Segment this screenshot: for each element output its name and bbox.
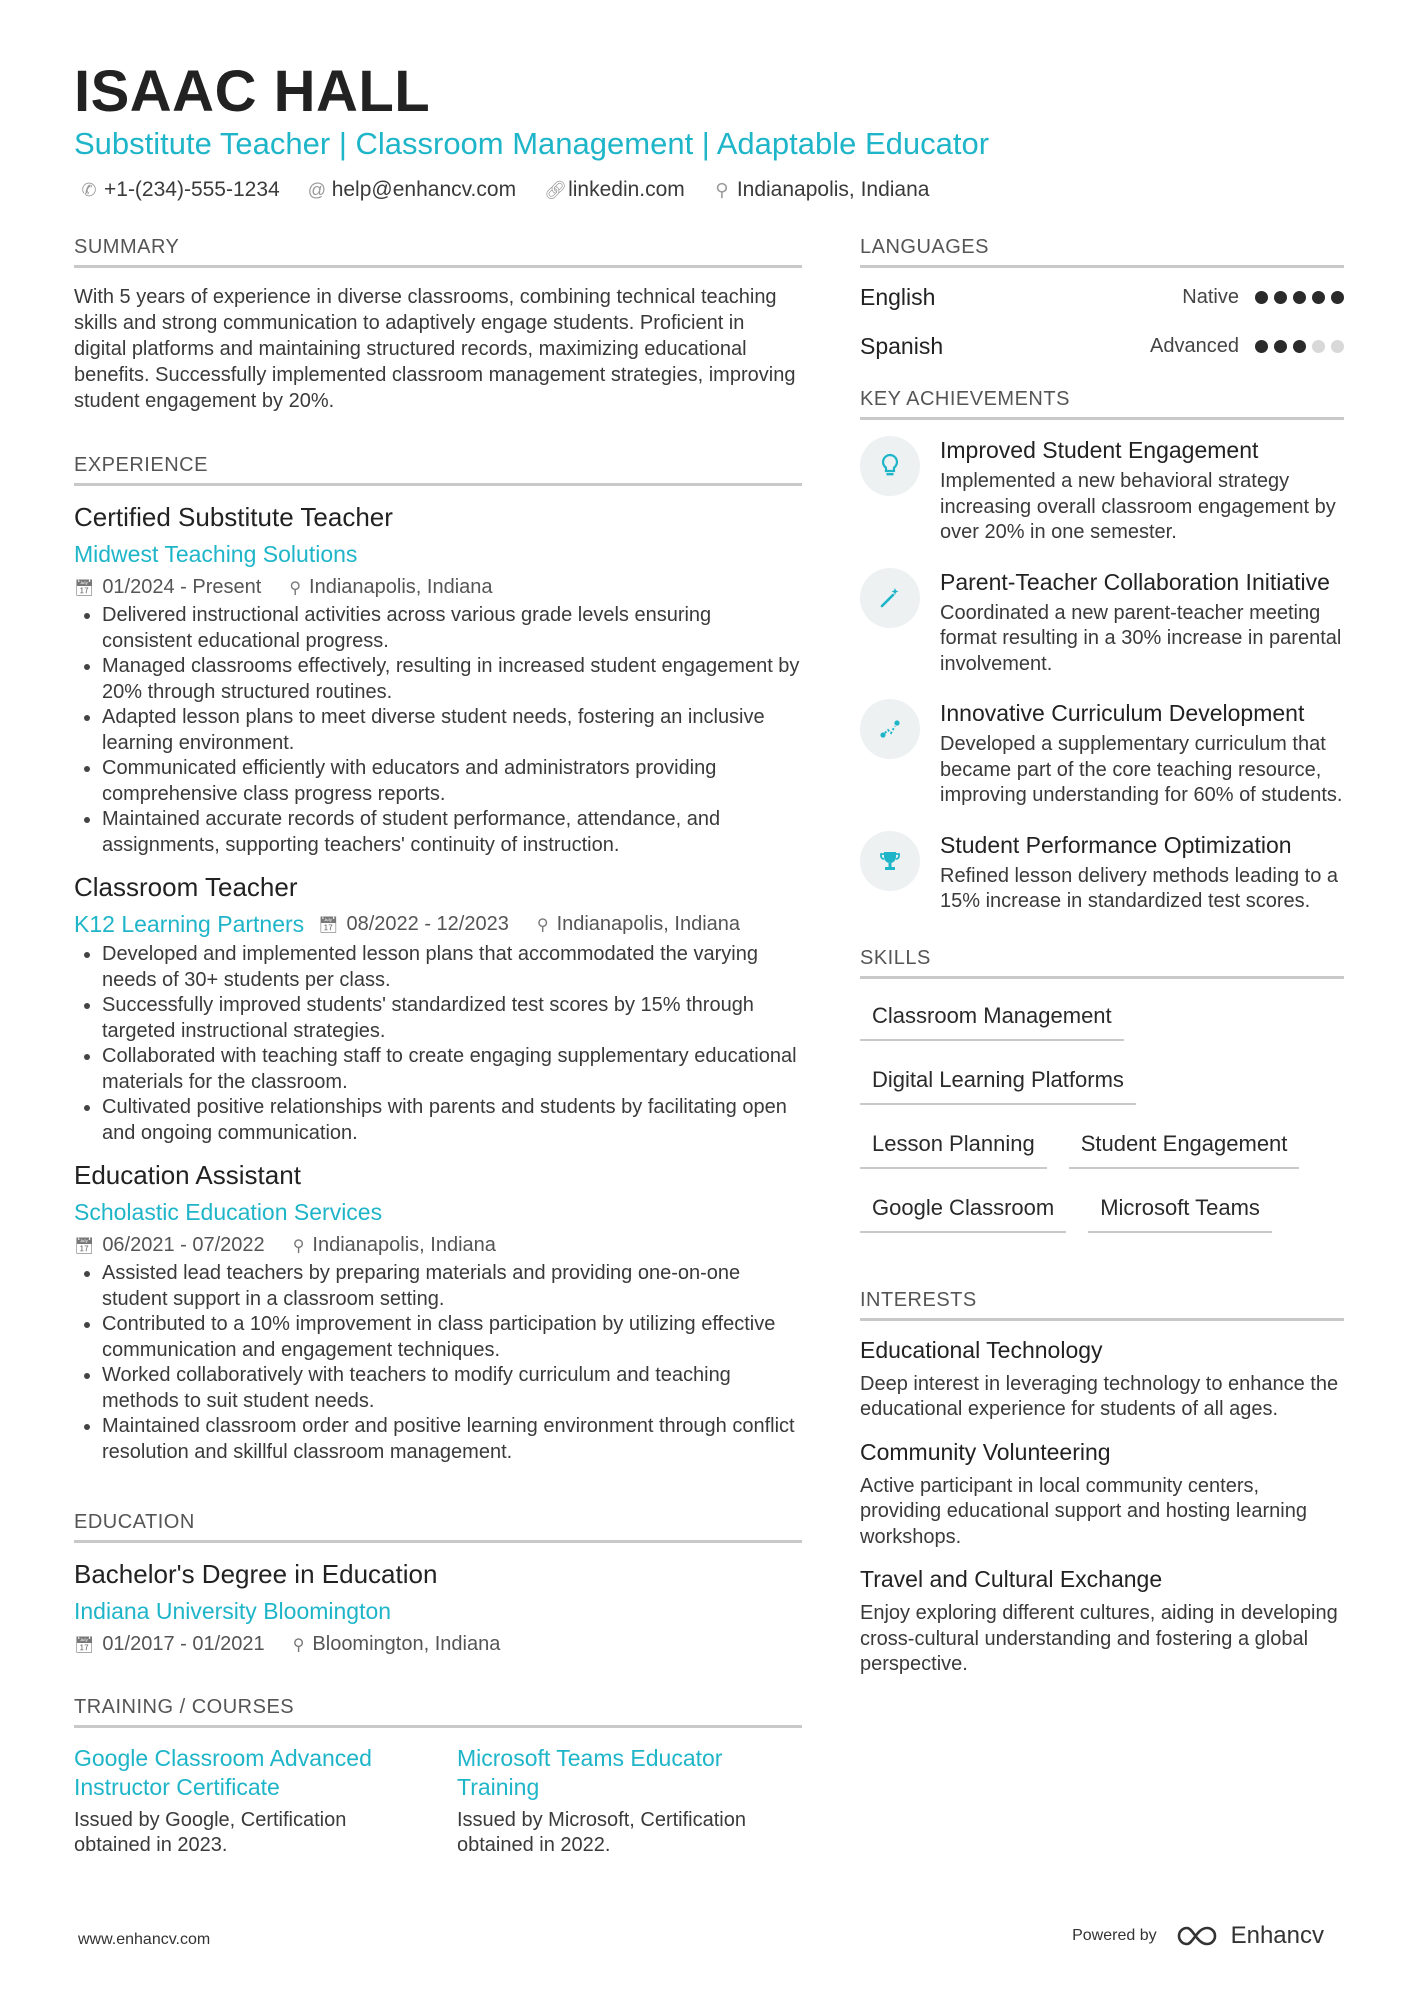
- education-title: EDUCATION: [74, 1511, 802, 1543]
- list-item: • Successfully improved students' standardized test scores by 15% through targeted instructional strategies.: [102, 993, 802, 1044]
- course-title: Microsoft Teams Educator Training: [457, 1745, 723, 1800]
- experience-title: EXPERIENCE: [74, 454, 802, 486]
- interest-title: Educational Technology: [860, 1336, 1103, 1363]
- list-item: • Assisted lead teachers by preparing materials and providing one-on-one student support in a classroom setting.: [102, 1261, 802, 1312]
- rating-dot-empty: [1312, 340, 1325, 353]
- languages-title: LANGUAGES: [860, 236, 1344, 268]
- achievement-desc: Refined lesson delivery methods leading to a 15% increase in standardized test scores.: [940, 864, 1339, 912]
- languages-section: [860, 236, 1344, 360]
- interest-item: [860, 1337, 1344, 1423]
- achievement-item: [860, 436, 1344, 546]
- phone-text: +1-(234)-555-1234: [104, 178, 280, 201]
- achievement-title: Student Performance Optimization: [940, 831, 1292, 858]
- language-proficiency: [1182, 286, 1344, 309]
- skill-tag: Classroom Management: [860, 995, 1124, 1041]
- interest-title: Travel and Cultural Exchange: [860, 1566, 1163, 1592]
- course-item: [74, 1744, 419, 1858]
- job-meta: [74, 576, 802, 599]
- skill-tag: Microsoft Teams: [1088, 1187, 1272, 1233]
- education-dates-text: 01/2017 - 01/2021: [102, 1633, 265, 1655]
- achievement-desc: Developed a supplementary curriculum that became part of the core teaching resource, improving understanding for 60% of students.: [940, 733, 1343, 806]
- rating-dot-filled: [1255, 340, 1268, 353]
- job-dates: [74, 576, 261, 599]
- brand-logo[interactable]: [1175, 1922, 1324, 1950]
- course-item: [457, 1744, 802, 1858]
- contact-phone: [80, 178, 280, 202]
- at-icon: @: [307, 179, 326, 200]
- list-item: • Collaborated with teaching staff to create engaging supplementary educational materials for the classroom.: [102, 1044, 802, 1095]
- skills-title: SKILLS: [860, 947, 1344, 979]
- course-desc: Issued by Google, Certification obtained in 2023.: [74, 1809, 347, 1856]
- list-item: • Communicated efficiently with educators and administrators providing comprehensive class progress reports.: [102, 756, 802, 807]
- route-icon: [860, 699, 920, 759]
- rating-dot-filled: [1274, 291, 1287, 304]
- interest-desc: Active participant in local community centers, providing educational support and hosting learning workshops.: [860, 1474, 1307, 1548]
- job-location-text: Indianapolis, Indiana: [312, 1234, 496, 1256]
- experience-section: [74, 454, 802, 1465]
- job-entry: [74, 872, 802, 1146]
- achievement-title: Parent-Teacher Collaboration Initiative: [940, 568, 1330, 595]
- job-dates-text: 08/2022 - 12/2023: [346, 913, 509, 935]
- location-text: Indianapolis, Indiana: [736, 178, 930, 201]
- summary-title: SUMMARY: [74, 236, 802, 268]
- education-meta: [74, 1633, 802, 1656]
- language-level: Advanced: [1150, 335, 1239, 357]
- location-pin-icon: ⚲: [289, 579, 302, 597]
- course-list: [74, 1744, 802, 1858]
- job-location: [289, 576, 492, 599]
- list-item: • Worked collaboratively with teachers to modify curriculum and teaching methods to suit student needs.: [102, 1363, 802, 1414]
- training-title: TRAINING / COURSES: [74, 1696, 802, 1728]
- achievement-item: [860, 699, 1344, 809]
- skill-tag: Lesson Planning: [860, 1123, 1047, 1169]
- contact-email[interactable]: [308, 178, 516, 202]
- job-company: K12 Learning Partners: [74, 911, 305, 937]
- powered-by-text: Powered by: [1072, 1927, 1157, 1944]
- education-location-text: Bloomington, Indiana: [312, 1633, 501, 1655]
- skill-tag: Digital Learning Platforms: [860, 1059, 1136, 1105]
- language-level: Native: [1182, 286, 1239, 308]
- job-dates-text: 01/2024 - Present: [102, 576, 262, 598]
- phone-icon: ✆: [81, 179, 97, 200]
- job-role: Education Assistant: [74, 1160, 301, 1190]
- rating-dot-empty: [1331, 340, 1344, 353]
- job-bullets: [74, 942, 802, 1146]
- achievement-desc: Implemented a new behavioral strategy increasing overall classroom engagement by over 20% in one semester.: [940, 470, 1336, 543]
- skill-tag: Student Engagement: [1069, 1123, 1300, 1169]
- footer-branding: [1072, 1922, 1324, 1950]
- email-text[interactable]: help@enhancv.com: [331, 178, 517, 201]
- achievement-title: Improved Student Engagement: [940, 437, 1259, 463]
- location-pin-icon: ⚲: [292, 1237, 305, 1255]
- interest-desc: Enjoy exploring different cultures, aiding in developing cross-cultural understanding and fostering a global perspective.: [860, 1602, 1338, 1675]
- job-entry: [74, 1160, 802, 1465]
- list-item: • Contributed to a 10% improvement in class participation by utilizing effective communication and engagement techniques.: [102, 1312, 802, 1363]
- interest-item: [860, 1566, 1344, 1678]
- lightbulb-icon: [860, 436, 920, 496]
- interest-item: [860, 1439, 1344, 1551]
- magic-wand-icon: [860, 568, 920, 628]
- rating-dot-filled: [1331, 291, 1344, 304]
- rating-dot-filled: [1312, 291, 1325, 304]
- job-location-text: Indianapolis, Indiana: [556, 913, 741, 935]
- achievement-desc: Coordinated a new parent-teacher meeting format resulting in a 30% increase in parental involvement.: [940, 601, 1342, 675]
- location-pin-icon: ⚲: [292, 1636, 305, 1654]
- job-dates-text: 06/2021 - 07/2022: [102, 1234, 265, 1256]
- rating-dot-filled: [1293, 291, 1306, 304]
- contact-linkedin[interactable]: [544, 178, 685, 202]
- job-dates: [318, 913, 509, 936]
- education-school: Indiana University Bloomington: [74, 1598, 392, 1624]
- calendar-icon: 📅︎: [74, 1237, 95, 1255]
- headline: Substitute Teacher | Classroom Management | Adaptable Educator: [74, 126, 990, 161]
- education-location: [293, 1633, 501, 1656]
- interests-section: [860, 1289, 1344, 1678]
- language-proficiency: [1150, 335, 1344, 358]
- language-name: Spanish: [860, 333, 944, 359]
- summary-text: With 5 years of experience in diverse classrooms, combining technical teaching skills and strong communication to adaptively engage students. Proficient in digital platforms and maintaining structured records, maximizing educational benefits. Successfully implemented classroom management strategies, improving student engagement by 20%.: [74, 286, 796, 412]
- interests-title: INTERESTS: [860, 1289, 1344, 1321]
- list-item: • Adapted lesson plans to meet diverse student needs, fostering an inclusive learning environment.: [102, 705, 802, 756]
- rating-dots: [1255, 291, 1344, 304]
- candidate-name: ISAAC HALL: [74, 59, 431, 124]
- achievement-item: [860, 831, 1344, 915]
- job-bullets: [74, 1261, 802, 1465]
- list-item: • Developed and implemented lesson plans that accommodated the varying needs of 30+ students per class.: [102, 942, 802, 993]
- course-title: Google Classroom Advanced Instructor Certificate: [74, 1745, 372, 1800]
- interest-title: Community Volunteering: [860, 1438, 1111, 1465]
- job-location: [537, 913, 740, 936]
- education-degree: Bachelor's Degree in Education: [74, 1559, 438, 1589]
- rating-dots: [1255, 340, 1344, 353]
- language-item: [860, 284, 1344, 311]
- job-entry: [74, 502, 802, 858]
- skill-tag: Google Classroom: [860, 1187, 1066, 1233]
- achievement-title: Innovative Curriculum Development: [940, 700, 1305, 726]
- achievements-section: [860, 388, 1344, 915]
- list-item: • Maintained classroom order and positive learning environment through conflict resolution and skillful classroom management.: [102, 1414, 802, 1465]
- education-dates: [74, 1633, 265, 1656]
- job-header-inline: [74, 911, 802, 938]
- calendar-icon: 📅︎: [74, 1636, 95, 1654]
- list-item: • Delivered instructional activities across various grade levels ensuring consistent educational progress.: [102, 603, 802, 654]
- summary-section: [74, 236, 802, 414]
- job-meta: [74, 1234, 802, 1257]
- right-column: [860, 236, 1344, 1678]
- education-section: [74, 1511, 802, 1656]
- location-pin-icon: ⚲: [536, 916, 549, 934]
- course-desc: Issued by Microsoft, Certification obtained in 2022.: [457, 1809, 746, 1856]
- rating-dot-filled: [1274, 340, 1287, 353]
- brand-name: Enhancv: [1230, 1922, 1324, 1949]
- job-bullets: [74, 603, 802, 858]
- job-role: Certified Substitute Teacher: [74, 502, 393, 532]
- left-column: [74, 236, 802, 1858]
- achievements-title: KEY ACHIEVEMENTS: [860, 388, 1344, 420]
- achievement-item: [860, 568, 1344, 678]
- skills-section: [860, 947, 1344, 1233]
- link-icon: 🔗︎: [544, 179, 567, 200]
- footer-website[interactable]: www.enhancv.com: [78, 1931, 211, 1948]
- job-company: Midwest Teaching Solutions: [74, 541, 358, 567]
- job-role: Classroom Teacher: [74, 872, 298, 902]
- list-item: • Cultivated positive relationships with parents and students by facilitating open and ongoing communication.: [102, 1095, 802, 1146]
- list-item: • Managed classrooms effectively, resulting in increased student engagement by 20% through structured routines.: [102, 654, 802, 705]
- interest-desc: Deep interest in leveraging technology to enhance the educational experience for students of all ages.: [860, 1372, 1339, 1420]
- infinity-logo-icon: [1175, 1924, 1221, 1948]
- training-section: [74, 1696, 802, 1858]
- calendar-icon: 📅︎: [74, 579, 95, 597]
- job-meta: [318, 913, 740, 936]
- job-location-text: Indianapolis, Indiana: [309, 576, 493, 598]
- rating-dot-filled: [1255, 291, 1268, 304]
- trophy-icon: [860, 831, 920, 891]
- list-item: • Maintained accurate records of student performance, attendance, and assignments, supporting teachers' continuity of instruction.: [102, 807, 802, 858]
- job-company: Scholastic Education Services: [74, 1199, 383, 1225]
- rating-dot-filled: [1293, 340, 1306, 353]
- contact-location: [713, 178, 930, 202]
- language-item: [860, 333, 1344, 360]
- linkedin-text[interactable]: linkedin.com: [568, 178, 685, 201]
- calendar-icon: 📅︎: [318, 916, 339, 934]
- location-pin-icon: ⚲: [715, 179, 729, 200]
- skills-list: [860, 995, 1344, 1233]
- job-location: [293, 1234, 496, 1257]
- job-dates: [74, 1234, 265, 1257]
- contact-bar: [80, 178, 929, 202]
- language-name: English: [860, 284, 936, 310]
